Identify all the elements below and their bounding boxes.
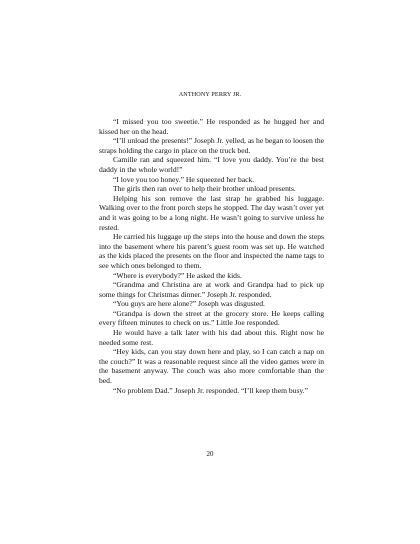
page-number: 20 <box>206 450 214 458</box>
paragraph: “Hey kids, can you stay down here and play, so I can catch a nap on the couch?” It was a reasonable request since all the video games were in the basement anyway. The couch was also more comfortable than the bed. <box>99 347 324 386</box>
body-text <box>99 117 324 395</box>
paragraph: “I missed you too sweetie.” He responded as he hugged her and kissed her on the head. <box>99 117 324 136</box>
paragraph: He would have a talk later with his dad about this. Right now he needed some rest. <box>99 328 324 347</box>
paragraph: “I’ll unload the presents!” Joseph Jr. yelled, as he began to loosen the straps holding the cargo in place on the truck bed. <box>99 136 324 155</box>
paragraph: “I love you too honey.” He squeezed her back. <box>113 174 255 184</box>
paragraph: Camille ran and squeezed him. “I love you daddy. You’re the best daddy in the whole world!” <box>99 155 324 174</box>
paragraph: “No problem Dad.” Joseph Jr. responded. “I’ll keep them busy.” <box>113 385 308 395</box>
paragraph: He carried his luggage up the steps into the house and down the steps into the basement where his parent’s guest room was set up. He watched as the kids placed the presents on the floor and inspected the name tags to see which ones belonged to them. <box>99 232 324 270</box>
paragraph: “You guys are here alone?” Joseph was disgusted. <box>113 299 265 309</box>
running-header-author: ANTHONY PERRY JR. <box>178 91 242 98</box>
paragraph: The girls then ran over to help their brother unload presents. <box>113 184 296 194</box>
paragraph: “Where is everybody?” He asked the kids. <box>113 270 242 280</box>
paragraph: “Grandpa is down the street at the grocery store. He keeps calling every fifteen minutes to check on us.” Little Joe responded. <box>99 308 324 328</box>
paragraph: Helping his son remove the last strap he grabbed his luggage. Walking over to the front porch steps he stopped. The day wasn’t over yet and it was going to be a long night. He wasn’t going to survive unless he rested. <box>99 193 324 232</box>
paragraph: “Grandma and Christina are at work and Grandpa had to pick up some things for Christmas dinner.” Joseph Jr. responded. <box>99 280 324 299</box>
